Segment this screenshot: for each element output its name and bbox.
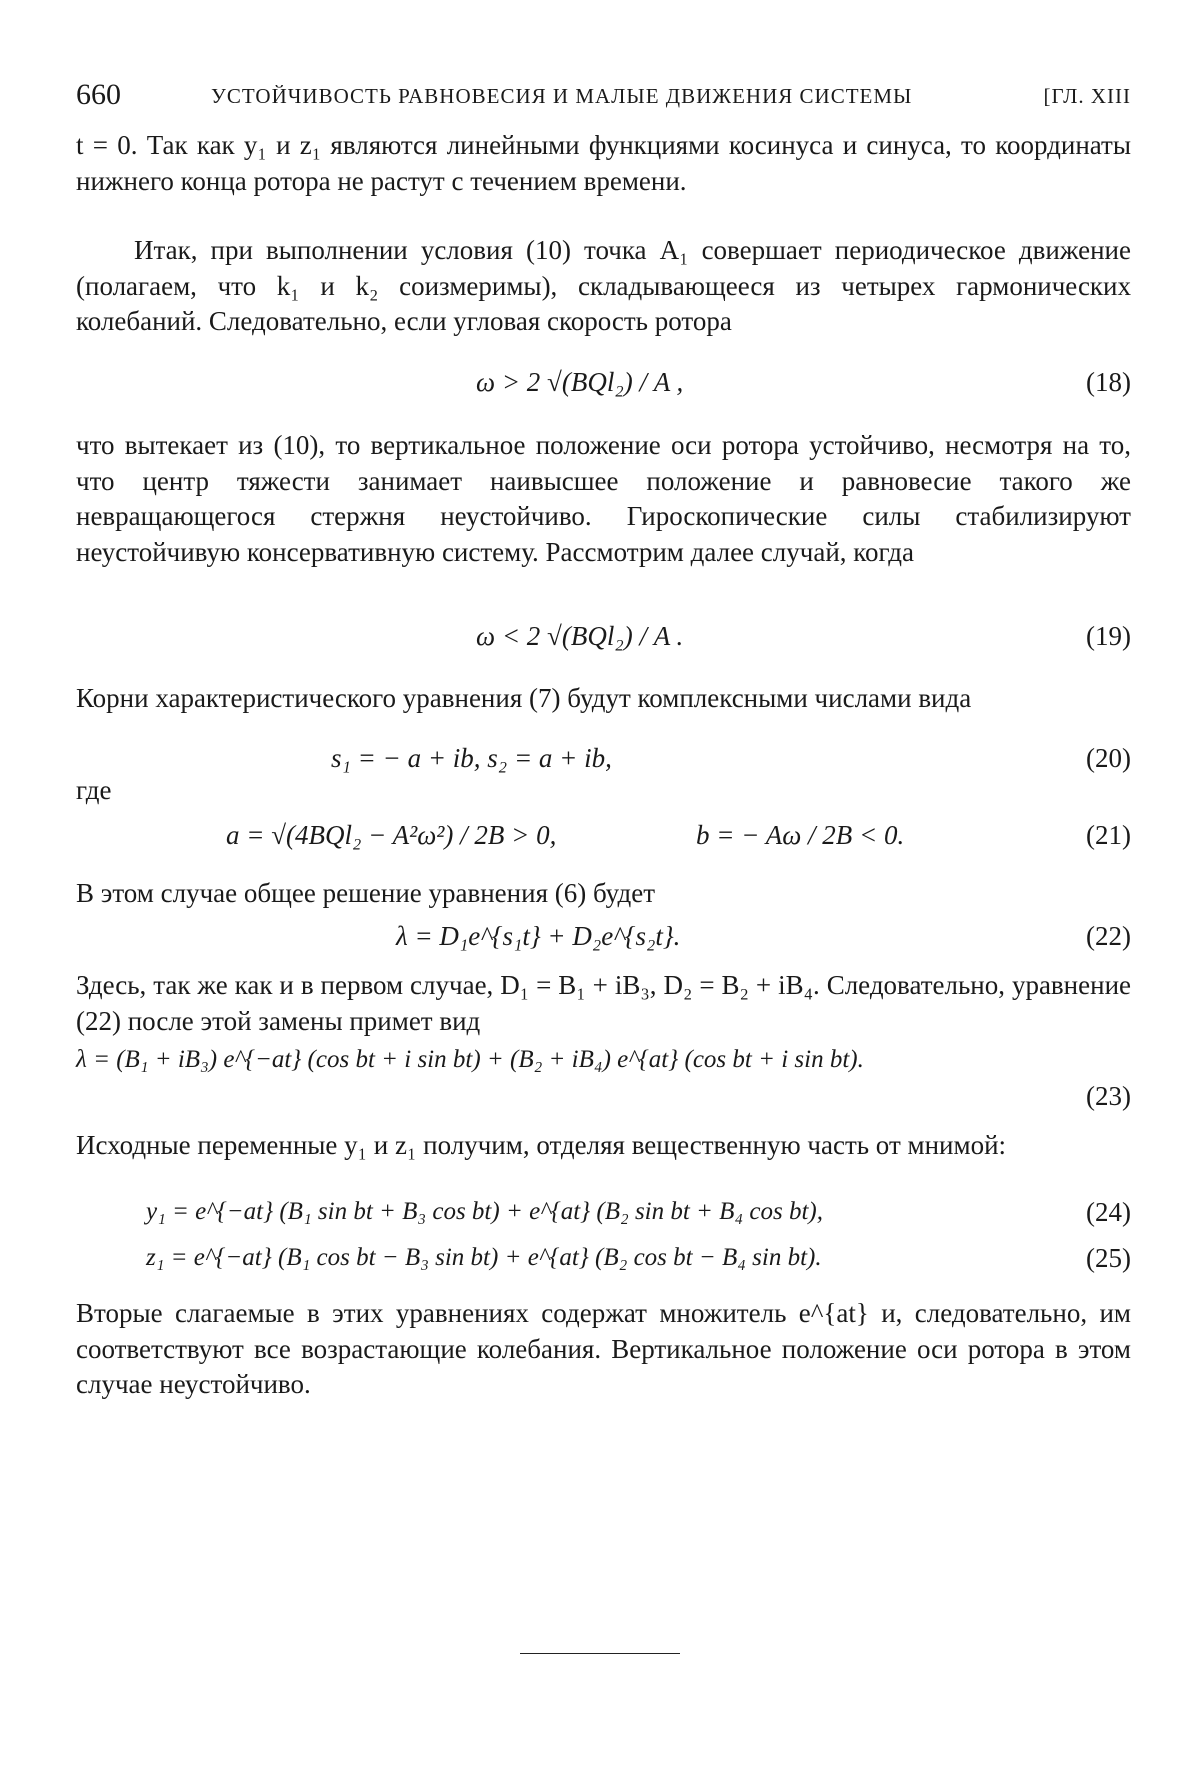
equation-20 [76, 738, 1131, 778]
paragraph-6: Здесь, так же как и в первом случае, D₁ = B₁ + iB₃, D₂ = B₂ + iB₄. Следовательно, уравнение (22) после этой замены примет вид [76, 970, 1131, 1036]
equation-23 [76, 1040, 1131, 1111]
running-title: УСТОЙЧИВОСТЬ РАВНОВЕСИЯ И МАЛЫЕ ДВИЖЕНИЯ СИСТЕМЫ [211, 84, 913, 108]
equation-19 [76, 616, 1131, 656]
equation-24-number: (24) [1086, 1197, 1131, 1227]
equation-21-number: (21) [1086, 820, 1131, 850]
equation-25-formula: z₁ = e^{−at} (B₁ cos bt − B₃ sin bt) + e^{at} (B₂ cos bt − B₄ sin bt). [146, 1244, 822, 1271]
page-number: 660 [76, 78, 121, 111]
equation-18-number: (18) [1086, 367, 1131, 397]
book-page [76, 0, 1131, 1779]
paragraph-1: t = 0. Так как y₁ и z₁ являются линейными функциями косинуса и синуса, то координаты нижнего конца ротора не растут с течением времени. [76, 130, 1131, 196]
equation-19-number: (19) [1086, 621, 1131, 651]
paragraph-2: Итак, при выполнении условия (10) точка A₁ совершает периодическое движение (полагаем, что k₁ и k₂ соизмеримы), складывающееся из четырех гармонических колебаний. Следовательно, если угловая скорость ротора [76, 235, 1131, 336]
equation-21 [76, 815, 1131, 855]
page-header [76, 78, 1131, 118]
equation-21-b: b = − Aω / 2B < 0. [696, 820, 905, 850]
paragraph-7: Исходные переменные y₁ и z₁ получим, отделяя вещественную часть от мнимой: [76, 1130, 1007, 1160]
equation-22-number: (22) [1086, 921, 1131, 951]
equation-20-number: (20) [1086, 743, 1131, 773]
equation-23-number: (23) [1086, 1081, 1131, 1111]
equation-24 [76, 1192, 1131, 1232]
equation-24-formula: y₁ = e^{−at} (B₁ sin bt + B₃ cos bt) + e^{at} (B₂ sin bt + B₄ cos bt), [146, 1198, 823, 1225]
end-rule [520, 1653, 680, 1654]
equation-23-formula: λ = (B₁ + iB₃) e^{−at} (cos bt + i sin bt) + (B₂ + iB₄) e^{at} (cos bt + i sin bt). [76, 1046, 864, 1073]
equation-20-formula: s₁ = − a + ib, s₂ = a + ib, [331, 743, 612, 773]
equation-25-number: (25) [1086, 1243, 1131, 1273]
paragraph-3: что вытекает из (10), то вертикальное положение оси ротора устойчиво, несмотря на то, что центр тяжести занимает наивысшее положение и равновесие такого же невращающегося стержня неустойчиво. Гироскопические силы стабилизируют неустойчивую консервативную систему. Рассмотрим далее случай, когда [76, 430, 1131, 567]
equation-25 [76, 1238, 1131, 1278]
paragraph-8: Вторые слагаемые в этих уравнениях содержат множитель e^{at} и, следовательно, им соответствуют все возрастающие колебания. Вертикальное положение оси ротора в этом случае неустойчиво. [76, 1298, 1131, 1399]
equation-21-a: a = √(4BQl₂ − A²ω²) / 2B > 0, [226, 820, 557, 850]
paragraph-5: В этом случае общее решение уравнения (6) будет [76, 878, 655, 908]
equation-18-formula: ω > 2 √(BQl₂) / A , [476, 367, 684, 397]
chapter-reference: [ГЛ. XIII [1043, 84, 1131, 108]
equation-22 [76, 916, 1131, 956]
equation-22-formula: λ = D₁e^{s₁t} + D₂e^{s₂t}. [396, 921, 681, 951]
paragraph-4: Корни характеристического уравнения (7) будут комплексными числами вида [76, 683, 972, 713]
where-label: где [76, 775, 112, 805]
equation-19-formula: ω < 2 √(BQl₂) / A . [476, 621, 684, 651]
equation-18 [76, 362, 1131, 402]
